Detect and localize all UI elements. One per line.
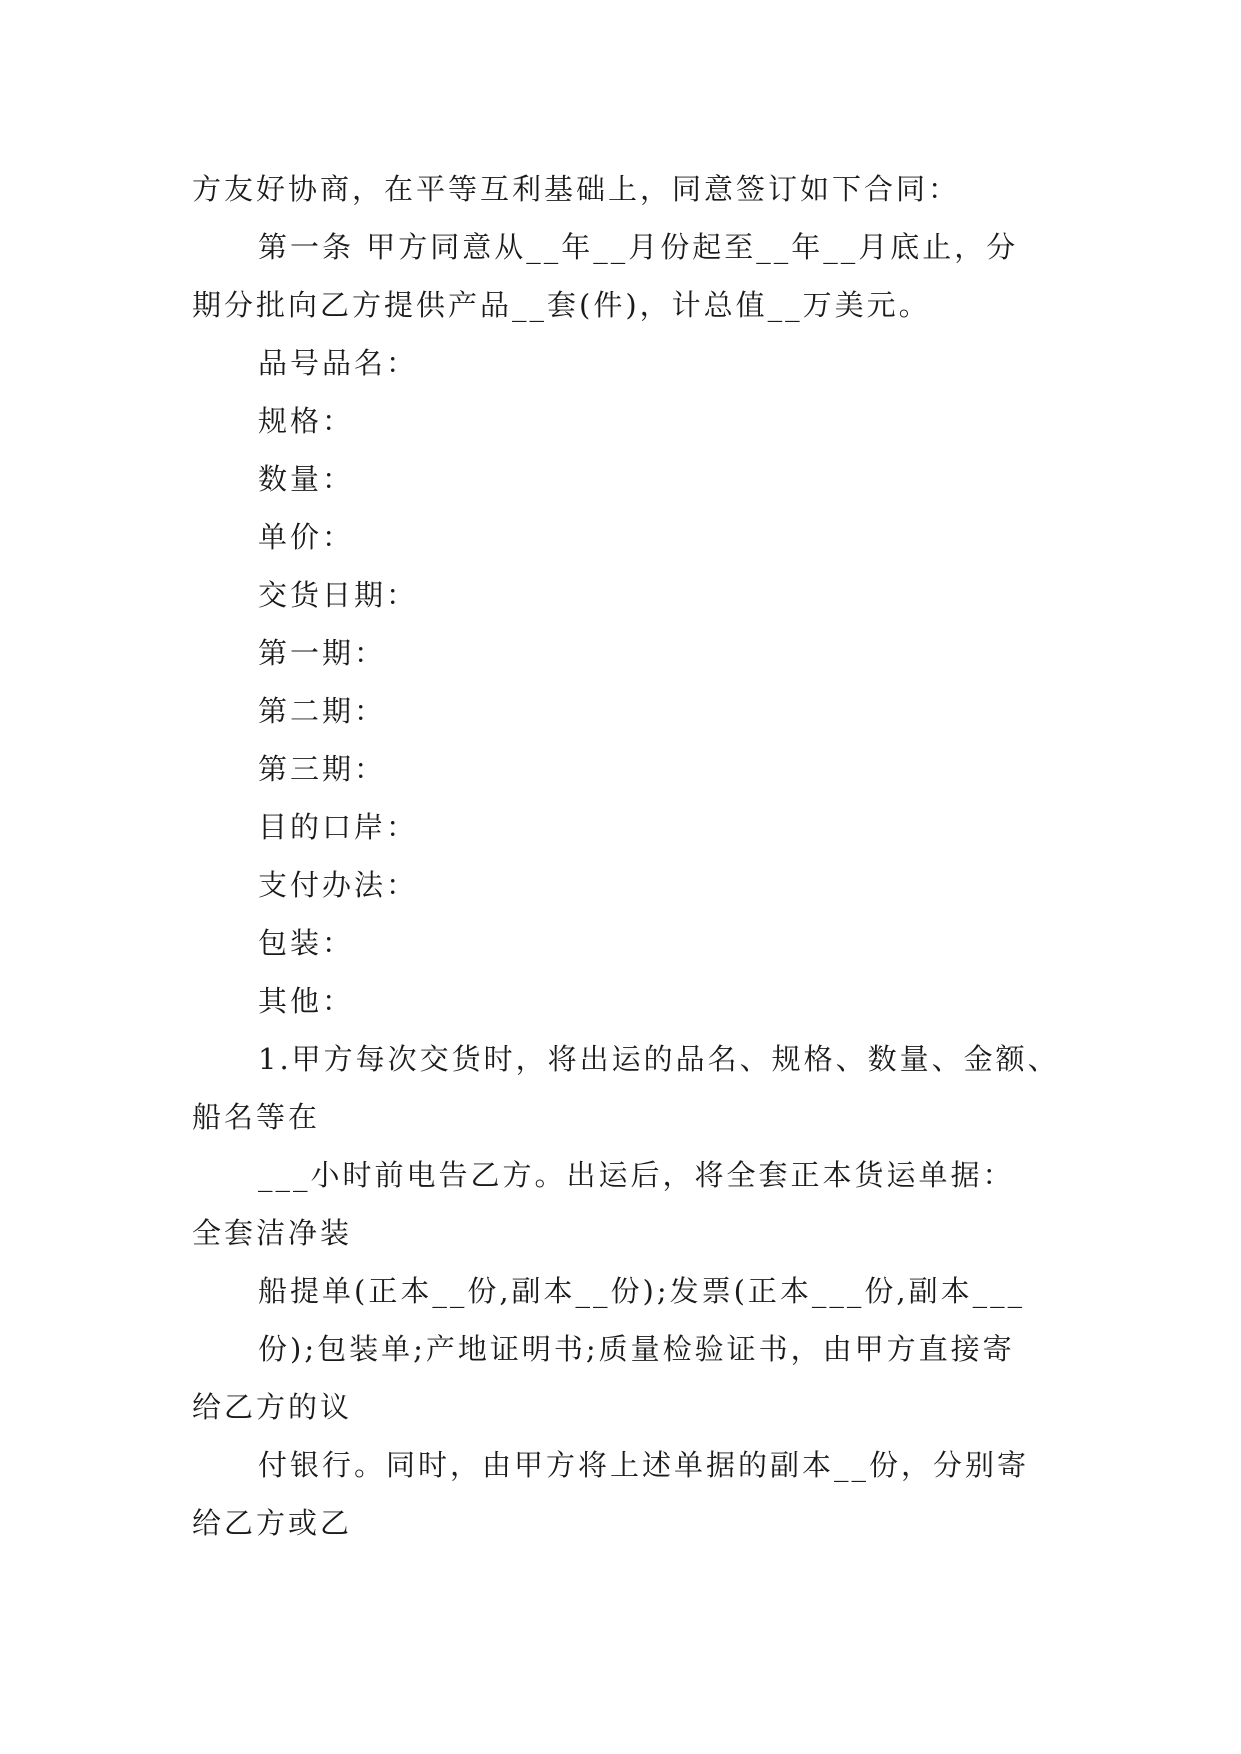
field-unit-price: 单价： [258, 520, 355, 554]
text-line-19: 全套洁净装 [192, 1216, 353, 1250]
field-phase-2: 第二期： [258, 694, 387, 728]
field-other: 其他： [258, 984, 355, 1018]
text-line-21: 份);包装单;产地证明书;质量检验证书，由甲方直接寄 [258, 1332, 1015, 1366]
text-line-20: 船提单(正本__份,副本__份);发票(正本___份,副本___ [258, 1274, 1026, 1308]
field-product-name: 品号品名： [258, 346, 419, 380]
text-line-22: 给乙方的议 [192, 1390, 353, 1424]
field-packaging: 包装： [258, 926, 355, 960]
text-line-18: ___小时前电告乙方。出运后，将全套正本货运单据： [258, 1158, 1015, 1192]
text-line-2: 第一条 甲方同意从__年__月份起至__年__月底止，分 [258, 230, 1019, 264]
field-payment-method: 支付办法： [258, 868, 419, 902]
field-delivery-date: 交货日期： [258, 578, 419, 612]
text-line-1: 方友好协商，在平等互利基础上，同意签订如下合同： [192, 172, 961, 206]
text-line-23: 付银行。同时，由甲方将上述单据的副本__份，分别寄 [258, 1448, 1030, 1482]
text-line-3: 期分批向乙方提供产品__套(件)，计总值__万美元。 [192, 288, 931, 322]
field-phase-3: 第三期： [258, 752, 387, 786]
field-specification: 规格： [258, 404, 355, 438]
text-line-24: 给乙方或乙 [192, 1506, 353, 1540]
field-phase-1: 第一期： [258, 636, 387, 670]
text-line-16: 1.甲方每次交货时，将出运的品名、规格、数量、金额、 [258, 1042, 1060, 1076]
field-destination-port: 目的口岸： [258, 810, 419, 844]
text-line-17: 船名等在 [192, 1100, 321, 1134]
document-body [192, 160, 1072, 1552]
field-quantity: 数量： [258, 462, 355, 496]
